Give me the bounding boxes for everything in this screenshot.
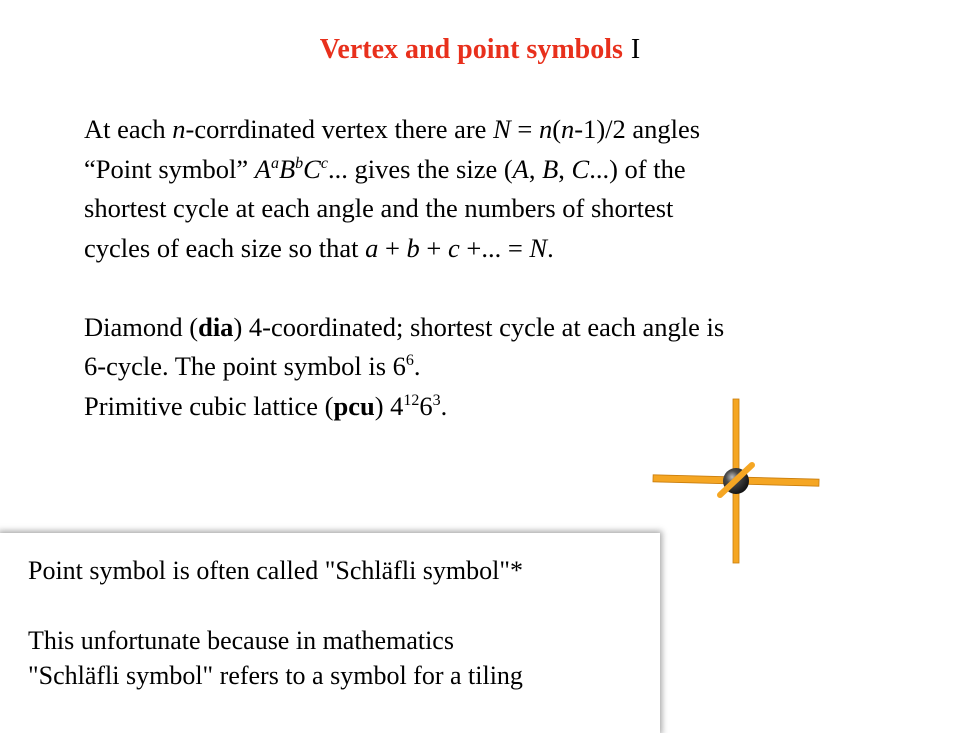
text-run: ... gives the size ( [327,153,513,184]
math-var: C [303,153,321,184]
net-name-dia: dia [198,311,234,342]
note-gap [28,588,523,623]
math-var: N [529,232,548,263]
vertex-rods-icon [648,395,824,567]
math-var: n [172,114,186,144]
slide-body [84,110,904,426]
text-run: +... = [459,232,530,263]
text-run: . [413,351,421,381]
text-run: -1)/2 angles [574,114,701,144]
text-run: = [510,114,539,144]
math-var: B [278,153,296,184]
text-run: ) 4 [374,390,404,421]
note-line: Point symbol is often called "Schläfli symbol"* [28,556,523,585]
paragraph-point-symbol-definition [84,110,904,268]
math-var: C [571,153,590,184]
math-var: a [365,232,379,263]
title-main: Vertex and point symbols [319,34,623,65]
text-run: At each [84,114,173,144]
text-run: . [547,232,554,263]
body-line [84,150,904,190]
note-line: "Schläfli symbol" refers to a symbol for a tiling [28,661,523,690]
text-run: -corrdinated vertex there are [185,114,494,144]
math-var: n [538,114,553,144]
math-var: c [447,232,460,263]
text-run: ( [552,114,562,144]
superscript: 3 [432,391,441,409]
text-run: “Point symbol” [84,153,255,184]
math-var: b [406,232,420,263]
net-name-pcu: pcu [333,390,375,421]
superscript: b [295,154,304,172]
text-run: 6-cycle. The point symbol is 6 [84,351,406,381]
text-run: 6 [419,390,433,421]
text-run: cycles of each size so that [84,232,366,263]
note-box [0,533,660,733]
math-var: n [561,114,575,144]
math-var: B [542,153,559,184]
text-run: + [378,232,407,263]
math-var: A [512,153,529,184]
math-var: A [254,153,271,184]
text-run: , [558,153,572,184]
body-line [84,229,904,269]
math-var: N [493,114,511,144]
note-text [28,553,523,693]
text-run: ) 4-coordinated; shortest cycle at each angle is [233,311,725,342]
body-line [84,110,904,150]
slide-title [0,30,960,70]
body-line [84,308,904,348]
title-numeral: I [630,34,641,65]
text-run: + [419,232,448,263]
note-line: This unfortunate because in mathematics [28,626,454,655]
superscript: 6 [405,352,414,369]
text-run: . [440,390,448,421]
superscript: c [320,154,328,172]
superscript: 12 [403,391,420,409]
text-run: Primitive cubic lattice ( [84,390,334,421]
superscript: a [270,154,279,172]
text-run: , [528,153,543,184]
body-line: shortest cycle at each angle and the numbers of shortest [84,193,674,223]
text-run: ...) of the [589,153,686,184]
body-line [84,347,904,387]
text-run: Diamond ( [84,311,199,342]
